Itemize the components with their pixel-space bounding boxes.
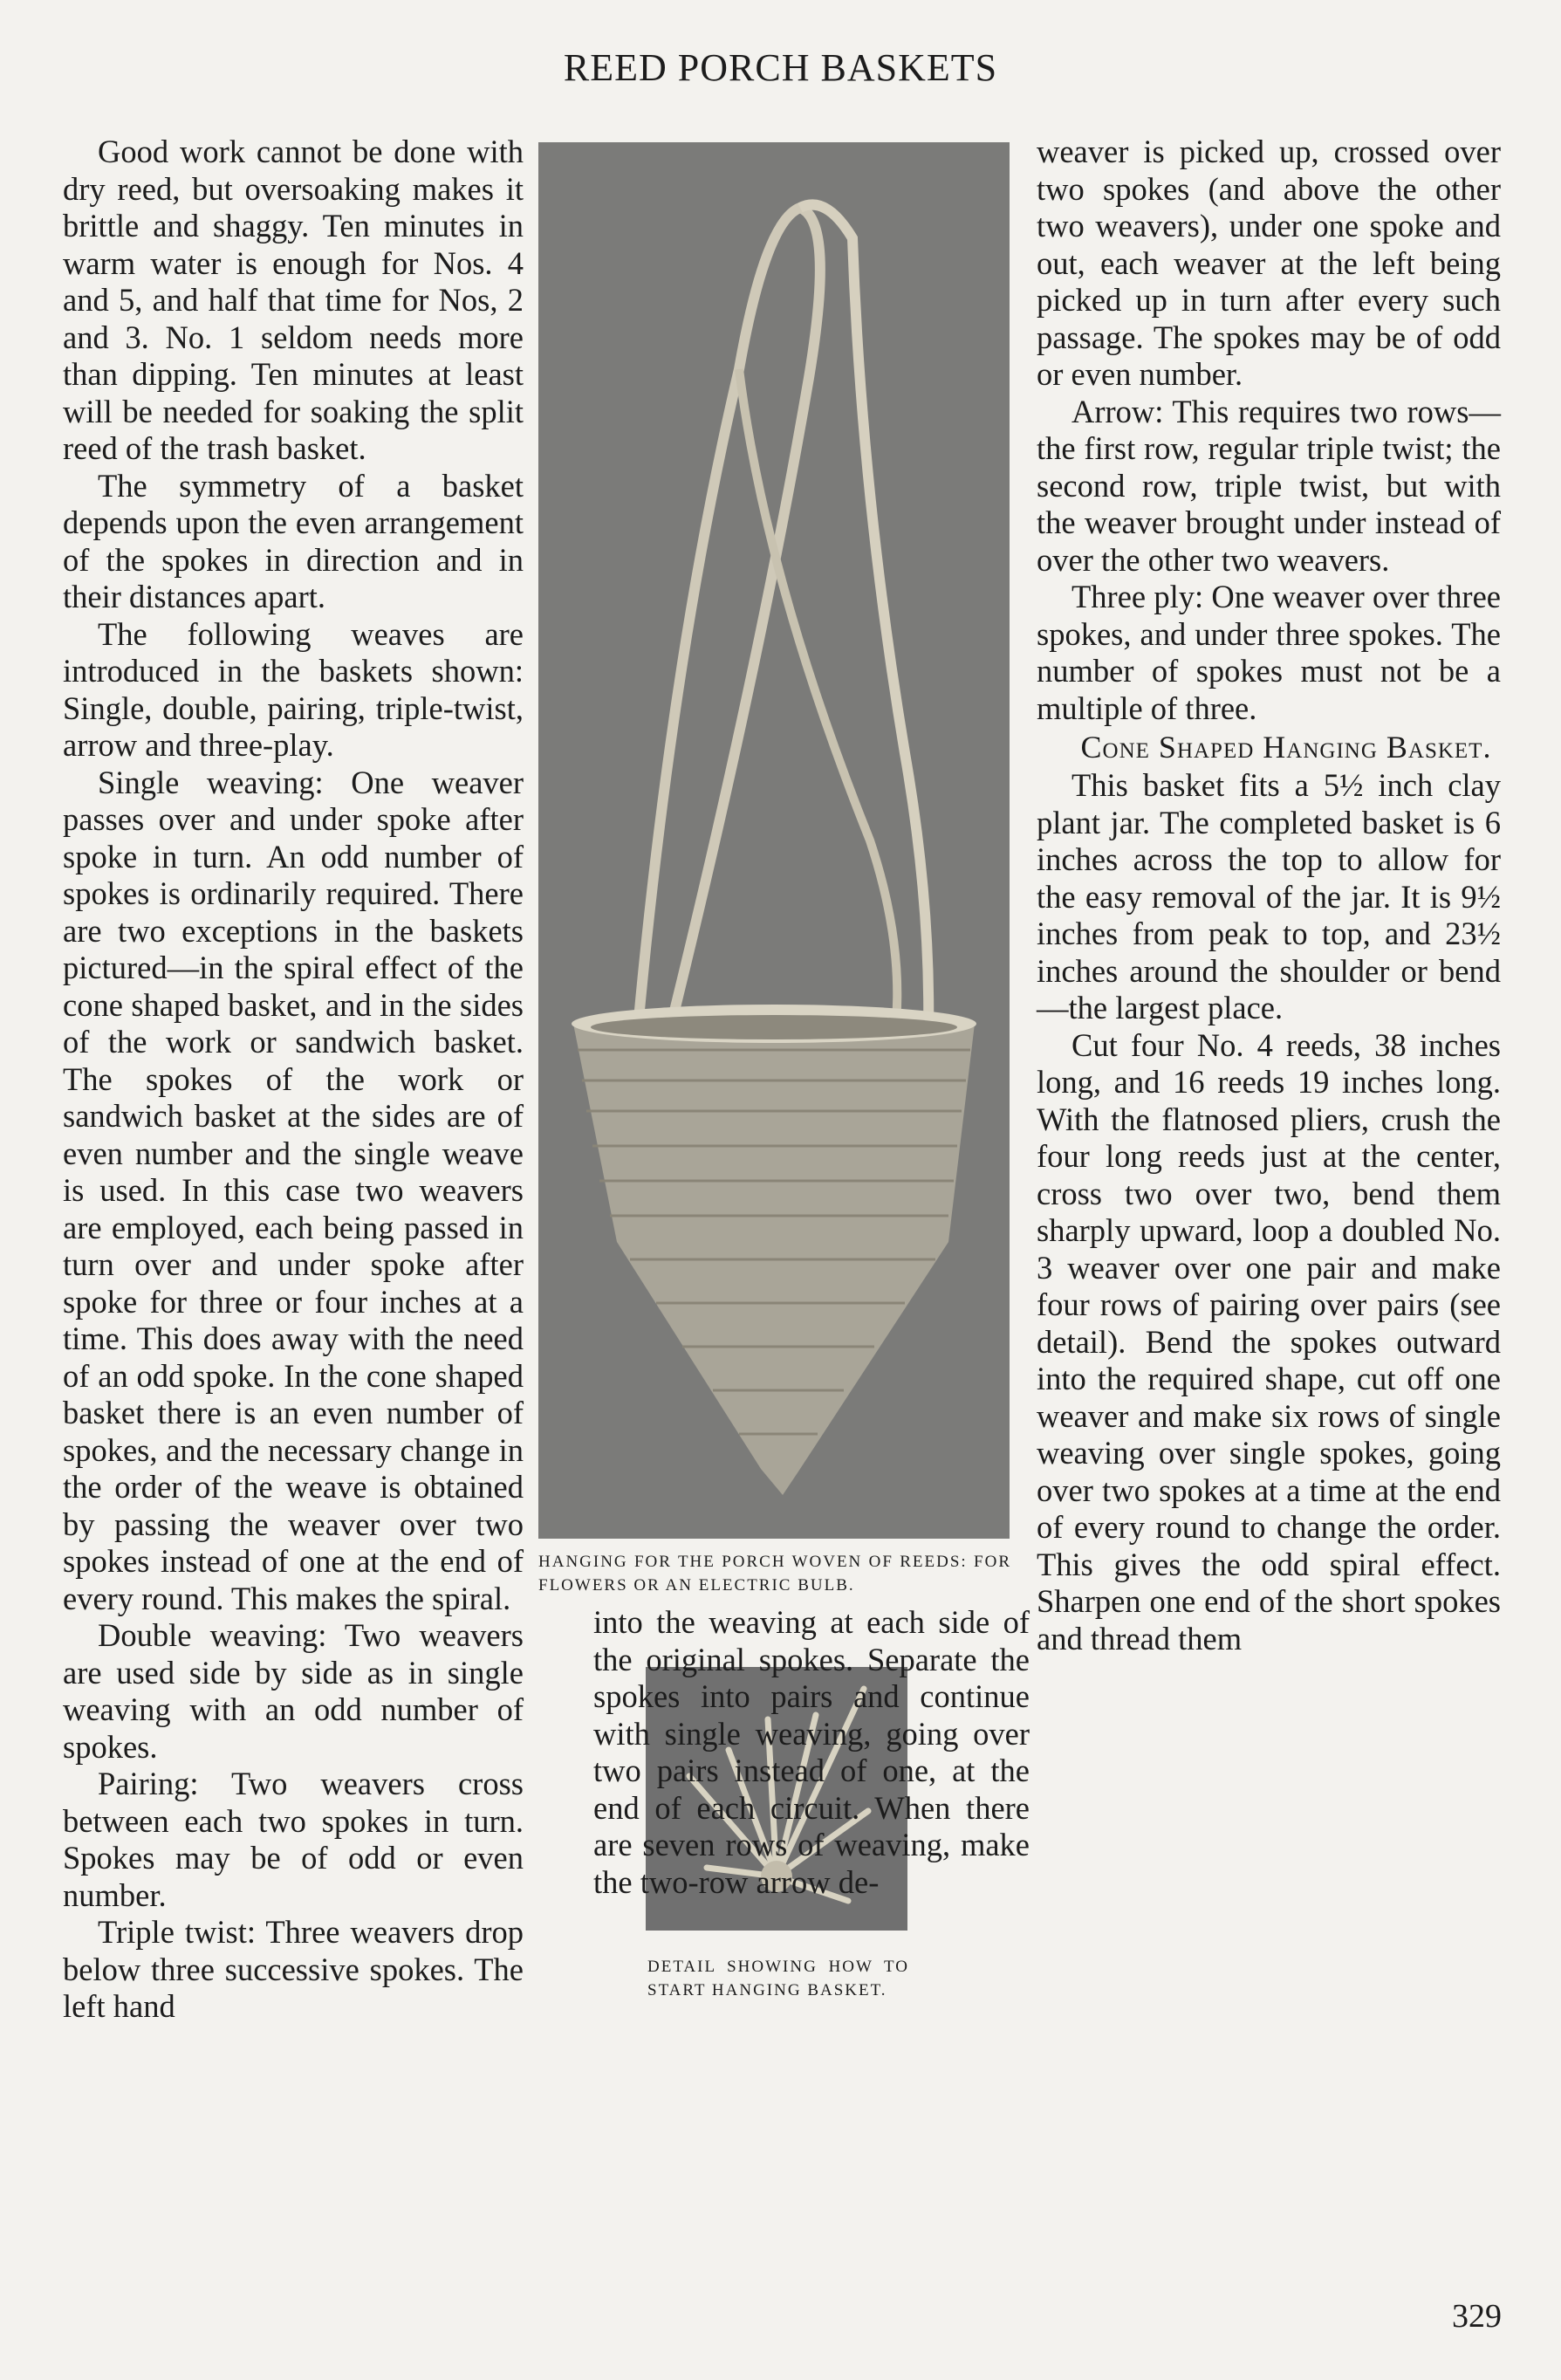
main-photo-caption: HANGING FOR THE PORCH WOVEN OF REEDS: FOR FLOWERS OR AN ELECTRIC BULB. bbox=[538, 1553, 1011, 1595]
paragraph: The following weaves are introduced in the baskets shown: Single, double, pairing, triple-twist, arrow and three-play. bbox=[63, 615, 524, 763]
section-heading: Cone Shaped Hanging Basket. bbox=[1080, 730, 1492, 765]
page-number: 329 bbox=[1452, 2298, 1502, 2335]
lower-middle-text-column bbox=[593, 1604, 1030, 1901]
hanging-basket-photo bbox=[538, 142, 1010, 1539]
detail-photo-caption: DETAIL SHOWING HOW TO START HANGING BASKET. bbox=[647, 1958, 909, 1999]
paragraph: Good work cannot be done with dry reed, but oversoaking makes it brittle and shaggy. Ten minutes in warm water is enough for Nos. 4 and 5, and half that time for Nos, 2 and 3. No. 1 seldom needs more than dipping. Ten minutes at least will be needed for soaking the split reed of the trash basket. bbox=[63, 134, 524, 466]
paragraph: Triple twist: Three weavers drop below three successive spokes. The left hand bbox=[63, 1914, 524, 2024]
paragraph: Arrow: This requires two rows—the first row, regular triple twist; the second row, triple twist, but with the weaver brought under instead of over the other two weavers. bbox=[1037, 393, 1501, 578]
page-title: REED PORCH BASKETS bbox=[563, 46, 998, 89]
paragraph: weaver is picked up, crossed over two spokes (and above the other two weavers), under one spoke and out, each weaver at the left being picked up in turn after every such passage. The spokes may be of odd or even number. bbox=[1037, 134, 1501, 392]
paragraph: into the weaving at each side of the original spokes. Separate the spokes into pairs and continue with single weaving, going over two pairs instead of one, at the end of each circuit. When there are seven rows of weaving, make the two-row arrow de- bbox=[593, 1604, 1030, 1900]
paragraph: Cut four No. 4 reeds, 38 inches long, and 16 reeds 19 inches long. With the flatnosed pliers, crush the four long reeds just at the center, cross two over two, bend them sharply upward, loop a doubled No. 3 weaver over one pair and make four rows of pairing over pairs (see detail). Bend the spokes outward into the required shape, cut off one weaver and make six rows of single weaving over single spokes, going over two spokes at a time at the end of every round to change the order. This gives the odd spiral effect. Sharpen one end of the short spokes and thread them bbox=[1037, 1026, 1501, 1656]
paragraph: Three ply: One weaver over three spokes, and under three spokes. The number of spokes must not be a multiple of three. bbox=[1037, 579, 1501, 726]
paragraph: This basket fits a 5½ inch clay plant jar. The completed basket is 6 inches across the top to allow for the easy removal of the jar. It is 9½ inches from peak to top, and 23½ inches around the shoulder or bend —the largest place. bbox=[1037, 767, 1501, 1025]
basket-illustration bbox=[538, 142, 1010, 1539]
paragraph: The symmetry of a basket depends upon the even arrangement of the spokes in direction and in their distances apart. bbox=[63, 467, 524, 614]
paragraph: Pairing: Two weavers cross between each two spokes in turn. Spokes may be of odd or even number. bbox=[63, 1766, 524, 1913]
paragraph: Single weaving: One weaver passes over and under spoke after spoke in turn. An odd number of spokes is ordinarily required. There are two exceptions in the baskets pictured—in the spiral effect of the cone shaped basket, and in the sides of the work or sandwich basket. The spokes of the work or sandwich basket at the sides are of even number and the single weave is used. In this case two weavers are employed, each being passed in turn over and under spoke after spoke for three or four inches at a time. This does away with the need of an odd spoke. In the cone shaped basket there is an even number of spokes, and the necessary change in the order of the weave is obtained by passing the weaver over two spokes instead of one at the end of every round. This makes the spiral. bbox=[63, 764, 524, 1616]
left-text-column bbox=[63, 134, 524, 2026]
paragraph: Double weaving: Two weavers are used side by side as in single weaving with an odd number of spokes. bbox=[63, 1617, 524, 1765]
right-text-column bbox=[1037, 134, 1501, 1657]
